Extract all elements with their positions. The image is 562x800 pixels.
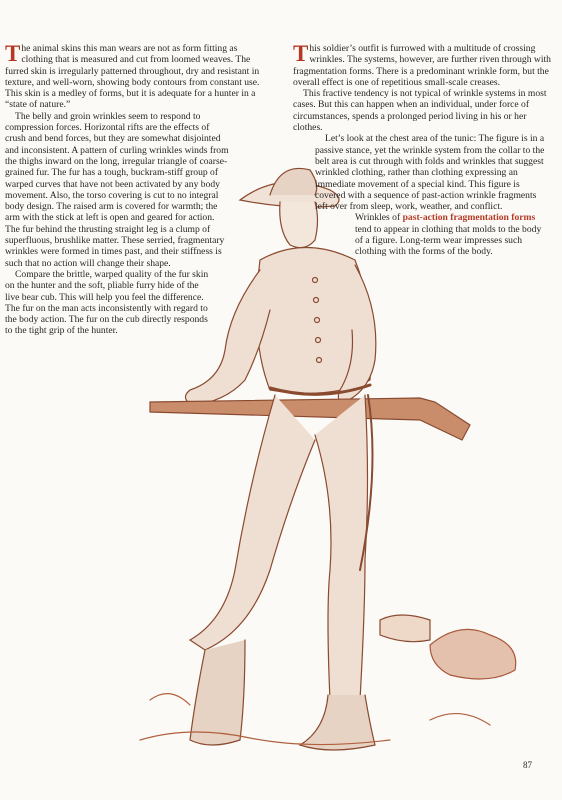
drop-cap: T (5, 41, 21, 66)
left-paragraph-1: The animal skins this man wears are not as form fitting as clothing that is measured and cut from loomed weaves. The furred skin is irregularly patterned throughout, dry and resistant in texture, and well-worn, showing body contours from constant use. This skin is a medley of forms, but it is adequate for a hunter in a “state of nature.” (5, 41, 260, 111)
left-paragraph-2: The belly and groin wrinkles seem to respond to compression forces. Horizontal rifts are the effects of crush and bend forces, but they are somewhat disjointed and inconsistent. A pattern of curling wrinkles winds from the thighs inward on the long, irregular triangle of coarse-grained fur. The fur has a tough, buckram-stiff group of warped curves that have not been activated by any body movement. Also, the torso covering is cut to no integral body design. The raised arm is covered for warmth; the arm with the stick at left is open and geared for action. The fur behind the thrusting straight leg is a clump of superfluous, brushlike matter. These serried, fragmentary wrinkles were formed in times past, and their stiffness is such that no action will change their shape. (5, 110, 229, 269)
right-paragraph-4: Wrinkles of past-action fragmentation forms tend to appear in clothing that molds to the body of a figure. Long-term wear impresses such clothing with the forms of the body. (355, 212, 542, 258)
page-number: 87 (523, 760, 532, 770)
right-paragraph-2: This fractive tendency is not typical of wrinkle systems in most cases. But this can happen when an individual, under force of circumstances, spends a prolonged period living in his or her clothes. (293, 88, 547, 134)
left-text-column (5, 43, 269, 337)
right-paragraph-1: This soldier’s outfit is furrowed with a multitude of crossing wrinkles. The systems, however, are further riven through with fragmentation forms. There is a predominant wrinkle form, but the overall effect is one of repetitious small-scale creases. (293, 41, 551, 88)
left-paragraph-3: Compare the brittle, warped quality of the fur skin on the hunter and the soft, pliable furry hide of the live bear cub. This will help you feel the difference. The fur on the man acts inconsistently with regard to the body action. The fur on the cub directly responds to the tight grip of the hunter. (5, 268, 209, 337)
drop-cap: T (293, 41, 309, 66)
right-text-column (293, 43, 551, 258)
highlighted-term: past-action fragmentation forms (402, 212, 536, 224)
right-paragraph-3: Let’s look at the chest area of the tunic: The figure is in a passive stance, yet the wrinkle system from the collar to the belt area is cut through with folds and wrinkles that suggest wrinkled clothing, rather than clothing expressing an immediate movement of a special kind. This figure is covered with a sequence of past-action wrinkle fragments left over from sleep, work, weather, and conflict. (315, 133, 545, 213)
